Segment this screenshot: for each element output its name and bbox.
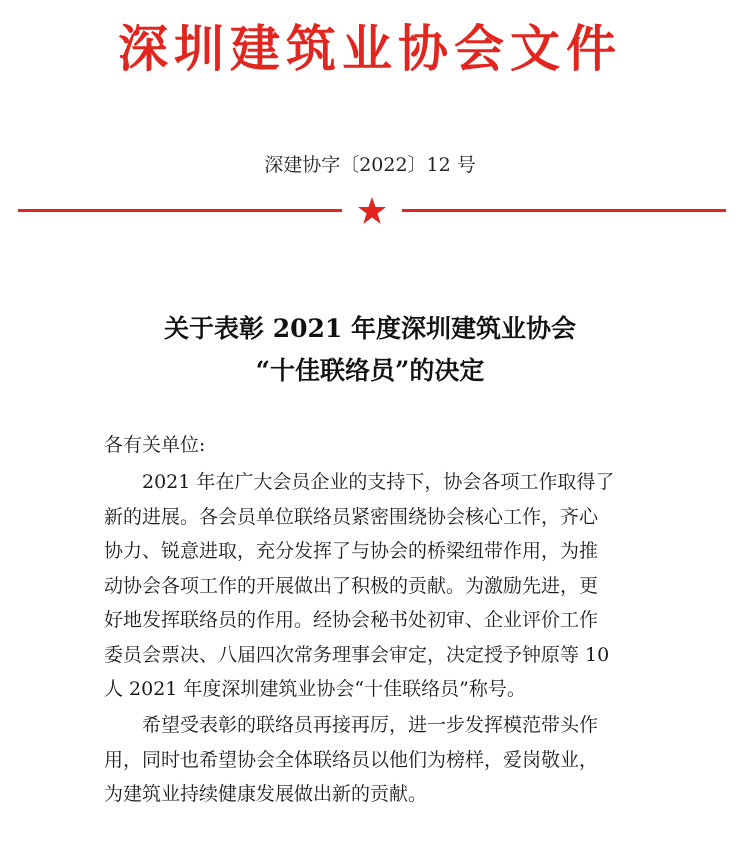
paragraph-line: 好地发挥联络员的作用。经协会秘书处初审、企业评价工作	[104, 609, 599, 631]
paragraph-line: 人 2021 年度深圳建筑业协会“十佳联络员”称号。	[104, 678, 526, 700]
paragraph-line: 用，同时也希望协会全体联络员以他们为榜样，爱岗敬业，	[104, 748, 599, 771]
salutation: 各有关单位:	[104, 434, 206, 456]
divider-line-left	[18, 209, 342, 212]
divider-line-right	[402, 209, 726, 212]
paragraph-2	[104, 708, 652, 812]
star-icon	[357, 196, 387, 226]
document-title	[0, 308, 740, 392]
document-number: 深建协字〔2022〕12 号	[264, 154, 476, 176]
paragraph-line: 希望受表彰的联络员再接再厉，进一步发挥模范带头作	[142, 714, 599, 736]
document-masthead: 深圳建筑业协会文件	[118, 20, 622, 78]
title-line-2: “十佳联络员”的决定	[255, 356, 485, 385]
paragraph-line: 动协会各项工作的开展做出了积极的贡献。为激励先进，更	[104, 574, 599, 597]
paragraph-line: 新的进展。各会员单位联络员紧密围绕协会核心工作，齐心	[104, 505, 599, 528]
paragraph-line: 2021 年在广大会员企业的支持下，协会各项工作取得了	[142, 471, 615, 493]
paragraph-1	[104, 465, 652, 707]
title-line-1: 关于表彰 2021 年度深圳建筑业协会	[164, 314, 576, 343]
paragraph-line: 为建筑业持续健康发展做出新的贡献。	[104, 783, 428, 805]
red-divider	[18, 196, 726, 226]
paragraph-line: 委员会票决、八届四次常务理事会审定，决定授予钟原等 10	[104, 643, 610, 666]
paragraph-line: 协力、锐意进取，充分发挥了与协会的桥梁纽带作用，为推	[104, 540, 599, 562]
